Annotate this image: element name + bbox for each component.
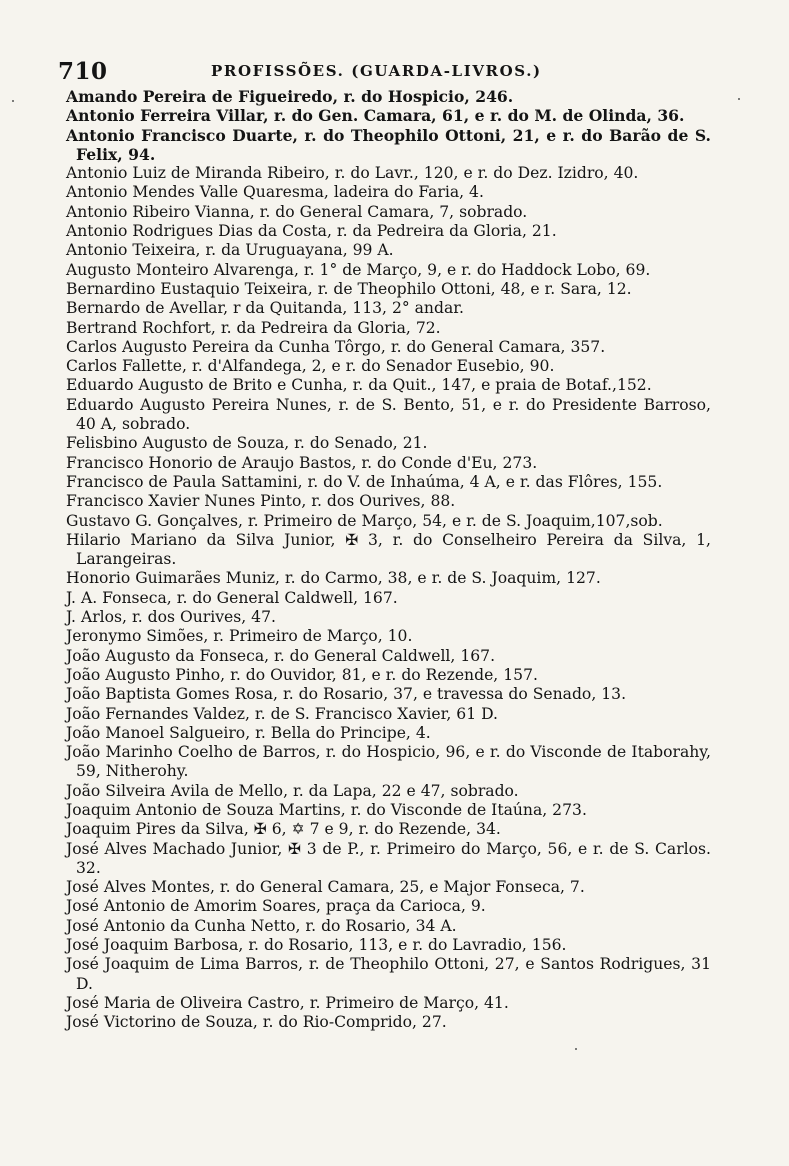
directory-entry: J. Arlos, r. dos Ourives, 47. xyxy=(66,608,276,627)
paper-speck xyxy=(738,98,740,100)
directory-entry: J. A. Fonseca, r. do General Caldwell, 167. xyxy=(66,588,398,607)
directory-entry: Bernardo de Avellar, r da Quitanda, 113, 2° andar. xyxy=(66,299,464,318)
directory-entry: Hilario Mariano da Silva Junior, ✠ 3, r. do Conselheiro Pereira da Silva, 1, Larangeiras. xyxy=(66,530,711,569)
directory-entry: Antonio Teixeira, r. da Uruguayana, 99 A. xyxy=(66,241,394,260)
directory-entry: Bertrand Rochfort, r. da Pedreira da Gloria, 72. xyxy=(66,318,441,337)
directory-entry: João Augusto da Fonseca, r. do General Caldwell, 167. xyxy=(66,646,496,665)
directory-entry: João Fernandes Valdez, r. de S. Francisco Xavier, 61 D. xyxy=(66,704,498,723)
directory-entry: José Alves Machado Junior, ✠ 3 de P., r. Primeiro do Março, 56, e r. de S. Carlos. 32. xyxy=(66,839,711,877)
directory-entry: Joaquim Pires da Silva, ✠ 6, ✡ 7 e 9, r. do Rezende, 34. xyxy=(66,820,501,839)
directory-entry: José Joaquim Barbosa, r. do Rosario, 113, e r. do Lavradio, 156. xyxy=(66,936,567,955)
directory-entry: José Antonio de Amorim Soares, praça da Carioca, 9. xyxy=(66,897,486,916)
paper-speck xyxy=(12,100,14,102)
directory-entry: João Augusto Pinho, r. do Ouvidor, 81, e r. do Rezende, 157. xyxy=(66,665,538,684)
directory-entry: Francisco Honorio de Araujo Bastos, r. do Conde d'Eu, 273. xyxy=(66,453,538,472)
directory-entry: Carlos Fallette, r. d'Alfandega, 2, e r. do Senador Eusebio, 90. xyxy=(66,357,555,376)
directory-entry: Eduardo Augusto Pereira Nunes, r. de S. Bento, 51, e r. do Presidente Barroso, 40 A, sobrado. xyxy=(66,395,711,434)
paper-speck xyxy=(575,1048,577,1050)
directory-entry: Augusto Monteiro Alvarenga, r. 1° de Março, 9, e r. do Haddock Lobo, 69. xyxy=(66,260,651,279)
directory-entry: José Maria de Oliveira Castro, r. Primeiro de Março, 41. xyxy=(66,993,509,1012)
directory-entry: Francisco de Paula Sattamini, r. do V. de Inhaúma, 4 A, e r. das Flôres, 155. xyxy=(66,472,663,491)
directory-entry: Felisbino Augusto de Souza, r. do Senado, 21. xyxy=(66,434,428,453)
directory-entry: José Alves Montes, r. do General Camara, 25, e Major Fonseca, 7. xyxy=(66,878,585,897)
directory-entry: José Victorino de Souza, r. do Rio-Comprido, 27. xyxy=(66,1013,447,1032)
directory-entry: Antonio Francisco Duarte, r. do Theophilo Ottoni, 21, e r. do Barão de S. Felix, 94. xyxy=(66,125,711,164)
directory-entry: João Marinho Coelho de Barros, r. do Hospicio, 96, e r. do Visconde de Itaborahy, 59, Nitherohy. xyxy=(66,743,711,781)
directory-entry: Antonio Mendes Valle Quaresma, ladeira do Faria, 4. xyxy=(66,183,484,202)
page-header xyxy=(58,58,698,86)
directory-entry: Jeronymo Simões, r. Primeiro de Março, 10. xyxy=(66,627,413,646)
directory-entry: José Antonio da Cunha Netto, r. do Rosario, 34 A. xyxy=(66,916,457,935)
directory-entry: Honorio Guimarães Muniz, r. do Carmo, 38, e r. de S. Joaquim, 127. xyxy=(66,569,601,588)
directory-entry: Carlos Augusto Pereira da Cunha Tôrgo, r. do General Camara, 357. xyxy=(66,337,606,356)
directory-entry: Bernardino Eustaquio Teixeira, r. de Theophilo Ottoni, 48, e r. Sara, 12. xyxy=(66,279,632,298)
directory-entries xyxy=(66,87,711,1033)
directory-entry: José Joaquim de Lima Barros, r. de Theophilo Ottoni, 27, e Santos Rodrigues, 31 D. xyxy=(66,955,711,993)
directory-entry: Francisco Xavier Nunes Pinto, r. dos Ourives, 88. xyxy=(66,492,456,511)
directory-entry: Antonio Luiz de Miranda Ribeiro, r. do Lavr., 120, e r. do Dez. Izidro, 40. xyxy=(66,164,639,183)
directory-entry: Eduardo Augusto de Brito e Cunha, r. da Quit., 147, e praia de Botaf.,152. xyxy=(66,376,652,395)
directory-entry: Gustavo G. Gonçalves, r. Primeiro de Março, 54, e r. de S. Joaquim,107,sob. xyxy=(66,511,663,530)
directory-entry: Antonio Ferreira Villar, r. do Gen. Camara, 61, e r. do M. de Olinda, 36. xyxy=(66,106,685,126)
directory-entry: Joaquim Antonio de Souza Martins, r. do Visconde de Itaúna, 273. xyxy=(66,800,587,819)
directory-entry: Antonio Rodrigues Dias da Costa, r. da Pedreira da Gloria, 21. xyxy=(66,222,557,241)
running-head: PROFISSÕES. (GUARDA-LIVROS.) xyxy=(211,62,542,80)
directory-entry: Antonio Ribeiro Vianna, r. do General Camara, 7, sobrado. xyxy=(66,202,528,221)
directory-entry: João Manoel Salgueiro, r. Bella do Principe, 4. xyxy=(66,723,431,742)
directory-entry: Amando Pereira de Figueiredo, r. do Hospicio, 246. xyxy=(66,87,514,106)
page-number: 710 xyxy=(58,58,108,85)
directory-entry: João Baptista Gomes Rosa, r. do Rosario, 37, e travessa do Senado, 13. xyxy=(66,685,627,704)
directory-entry: João Silveira Avila de Mello, r. da Lapa, 22 e 47, sobrado. xyxy=(66,781,519,800)
